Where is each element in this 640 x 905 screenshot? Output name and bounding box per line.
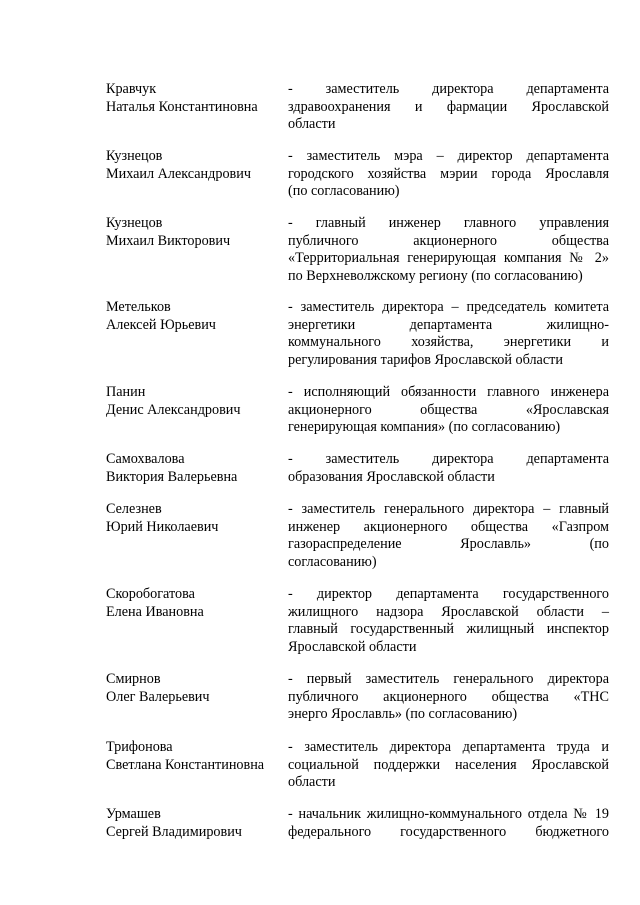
role-line: главный государственный жилищный инспектор: [288, 621, 609, 637]
member-given-names: Виктория Валерьевна: [106, 468, 238, 485]
member-role: [288, 501, 609, 571]
member-given-names: Елена Ивановна: [106, 603, 204, 620]
role-line: федерального государственного бюджетного: [288, 823, 609, 840]
member-role: [288, 586, 609, 656]
member-surname: Панин: [106, 384, 146, 400]
role-line: публичного акционерного общества «ТНС: [288, 688, 609, 705]
role-line: - заместитель директора департамента: [288, 451, 609, 467]
member-name: [106, 739, 281, 774]
member-name: [106, 671, 281, 706]
member-surname: Самохвалова: [106, 451, 185, 467]
role-line: согласованию): [288, 553, 377, 570]
member-name: [106, 148, 281, 183]
member-role: [288, 671, 609, 724]
member-given-names: Наталья Константиновна: [106, 98, 258, 115]
role-line: инженер акционерного общества «Газпром: [288, 518, 609, 535]
role-line: публичного акционерного общества: [288, 232, 609, 249]
role-line: - начальник жилищно-коммунального отдела № 19: [288, 806, 609, 822]
member-surname: Урмашев: [106, 806, 161, 822]
member-role: [288, 739, 609, 792]
role-line: - исполняющий обязанности главного инженера: [288, 384, 609, 400]
member-given-names: Михаил Викторович: [106, 232, 231, 249]
role-line: области: [288, 774, 336, 790]
role-line: - заместитель директора департамента: [288, 81, 609, 97]
role-line: - заместитель мэра – директор департамента: [288, 148, 609, 164]
role-line: - заместитель директора – председатель комитета: [288, 299, 609, 315]
role-line: городского хозяйства мэрии города Ярославля: [288, 165, 609, 182]
member-name: [106, 586, 281, 621]
role-line: - главный инженер главного управления: [288, 215, 609, 231]
member-given-names: Сергей Владимирович: [106, 823, 242, 840]
member-surname: Кравчук: [106, 81, 157, 97]
member-given-names: Светлана Константиновна: [106, 756, 265, 773]
role-line: «Территориальная генерирующая компания № 2»: [288, 250, 609, 266]
member-name: [106, 81, 281, 116]
role-line: социальной поддержки населения Ярославской: [288, 756, 609, 773]
role-line: газораспределение Ярославль» (по: [288, 536, 609, 552]
member-role: [288, 148, 609, 201]
role-line: энергетики департамента жилищно-: [288, 316, 609, 333]
member-name: [106, 806, 281, 841]
role-line: генерирующая компания» (по согласованию): [288, 419, 561, 435]
member-role: [288, 384, 609, 437]
role-line: здравоохранения и фармации Ярославской: [288, 98, 609, 115]
member-role: [288, 81, 609, 134]
role-line: области: [288, 116, 336, 132]
member-given-names: Михаил Александрович: [106, 165, 251, 182]
role-line: - заместитель директора департамента труда и: [288, 739, 609, 755]
member-name: [106, 299, 281, 334]
member-surname: Метельков: [106, 299, 171, 315]
role-line: - первый заместитель генерального директора: [288, 671, 609, 687]
role-line: жилищного надзора Ярославской области –: [288, 603, 609, 620]
role-line: - заместитель генерального директора – главный: [288, 501, 609, 517]
role-line: по Верхневолжскому региону (по согласованию): [288, 267, 583, 284]
member-role: [288, 215, 609, 285]
member-name: [106, 215, 281, 250]
role-line: энерго Ярославль» (по согласованию): [288, 706, 518, 722]
member-surname: Селезнев: [106, 501, 162, 517]
role-line: образования Ярославской области: [288, 468, 495, 485]
member-given-names: Алексей Юрьевич: [106, 316, 216, 333]
role-line: Ярославской области: [288, 638, 417, 655]
member-surname: Кузнецов: [106, 148, 163, 164]
member-role: [288, 299, 609, 369]
member-surname: Скоробогатова: [106, 586, 195, 602]
role-line: - директор департамента государственного: [288, 586, 609, 602]
member-role: [288, 451, 609, 486]
member-name: [106, 501, 281, 536]
member-name: [106, 384, 281, 419]
role-line: акционерного общества «Ярославская: [288, 401, 609, 418]
member-given-names: Олег Валерьевич: [106, 688, 210, 705]
role-line: регулирования тарифов Ярославской области: [288, 351, 563, 368]
member-surname: Трифонова: [106, 739, 173, 755]
member-surname: Кузнецов: [106, 215, 163, 231]
member-surname: Смирнов: [106, 671, 161, 687]
member-given-names: Юрий Николаевич: [106, 518, 219, 535]
member-given-names: Денис Александрович: [106, 401, 241, 418]
role-line: (по согласованию): [288, 183, 400, 199]
member-name: [106, 451, 281, 486]
role-line: коммунального хозяйства, энергетики и: [288, 334, 609, 350]
member-role: [288, 806, 609, 841]
